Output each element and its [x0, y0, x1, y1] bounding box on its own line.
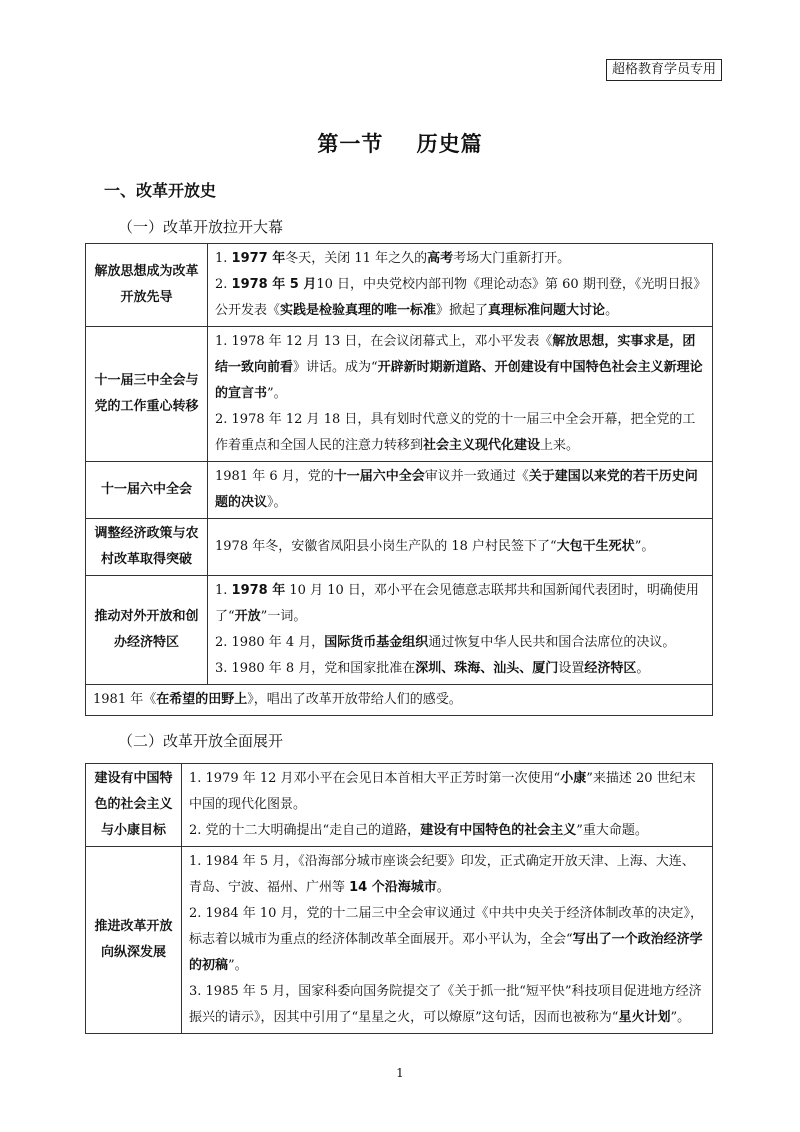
list-item: [215, 656, 705, 682]
text-run: 2.: [215, 277, 232, 292]
emphasis-text: 真理标准问题大讨论: [488, 303, 606, 318]
text-run: ”重大命题。: [576, 823, 648, 838]
list-item: [189, 979, 705, 1031]
row-content: [208, 462, 713, 519]
emphasis-text: 深圳、珠海、汕头、厦门: [415, 661, 559, 676]
list-item: [189, 849, 705, 901]
table-row: [86, 764, 713, 847]
text-run: ”。: [670, 1010, 691, 1025]
row-content: [208, 244, 713, 327]
text-run: 2. 党的十二大明确提出“走自己的道路，: [189, 823, 421, 838]
text-run: 1. 1978 年 12 月 13 日，在会议闭幕式上，邓小平发表《: [215, 334, 553, 349]
list-item: [215, 534, 705, 560]
emphasis-text: 解放思想，实事求是，团结一致向前看: [215, 334, 696, 375]
row-content: [208, 327, 713, 462]
list-item: [215, 407, 705, 459]
list-item: [215, 630, 705, 656]
emphasis-text: 1978 年 5 月: [231, 277, 317, 292]
text-run: 》讲话。成为“: [293, 360, 378, 375]
text-run: 1. 1979 年 12 月邓小平在会见日本首相大平正芳时第一次使用“: [189, 771, 561, 786]
list-item: [215, 464, 705, 516]
text-run: 。: [605, 303, 619, 318]
text-run: 设置: [558, 661, 585, 676]
list-item: [189, 766, 705, 818]
row-content: [182, 847, 713, 1034]
row-label: 调整经济政策与农村改革取得突破: [86, 519, 208, 576]
text-run: 2. 1980 年 4 月，: [215, 635, 325, 650]
emphasis-text: 高考: [427, 251, 454, 266]
emphasis-text: 星火计划: [618, 1010, 671, 1025]
footer-note: [86, 685, 713, 716]
text-run: 3. 1985 年 5 月，国家科委向国务院提交了《关于抓一批“短平快”科技项目促进地方经济振兴的请示》，因其中引用了“星星之火，可以燎原”这句话，因而也被称为“: [189, 984, 702, 1025]
table-row: [86, 462, 713, 519]
text-run: ”一词。: [260, 609, 307, 624]
emphasis-text: 社会主义现代化建设: [423, 438, 541, 453]
list-item: [189, 901, 705, 979]
text-run: 2. 1978 年 12 月 18 日，具有划时代意义的党的十一届三中全会开幕，把全党的工作着重点和全国人民的注意力转移到: [215, 412, 696, 453]
row-label: 解放思想成为改革开放先导: [86, 244, 208, 327]
text-run: 1978 年冬，安徽省凤阳县小岗生产队的 18 户村民签下了“: [215, 539, 557, 554]
text-run: 1981 年《: [93, 692, 157, 707]
text-run: 上来。: [540, 438, 580, 453]
text-run: 》。: [267, 495, 287, 510]
row-label: 十一届三中全会与党的工作重心转移: [86, 327, 208, 462]
section-heading: 一、改革开放史: [104, 181, 217, 200]
emphasis-text: 开辟新时期新道路、开创建设有中国特色社会主义新理论的宣言书: [215, 360, 703, 401]
text-run: ”。: [228, 958, 248, 973]
emphasis-text: 小康: [560, 771, 587, 786]
list-item: [215, 272, 705, 324]
row-content: [208, 576, 713, 685]
emphasis-text: 十一届六中全会: [333, 469, 425, 484]
emphasis-text: 14 个沿海城市: [349, 880, 437, 895]
emphasis-text: 写出了一个政治经济学的初稿: [189, 932, 703, 973]
list-item: [189, 818, 705, 844]
row-label: 十一届六中全会: [86, 462, 208, 519]
text-run: 冬天，关闭 11 年之久的: [285, 251, 428, 266]
row-content: [208, 519, 713, 576]
text-run: 1. 1984 年 5 月，《沿海部分城市座谈会纪要》印发，正式确定开放天津、上海、大连、青岛、宁波、福州、广州等: [189, 854, 695, 895]
text-run: 审议并一致通过《: [424, 469, 529, 484]
list-item: [215, 578, 705, 630]
page-title: 第一节 历史篇: [317, 131, 483, 156]
emphasis-text: 建设有中国特色的社会主义: [420, 823, 577, 838]
text-run: 1.: [215, 583, 232, 598]
text-run: ”。: [634, 539, 655, 554]
subsection-heading-2: （二）改革开放全面展开: [118, 732, 284, 750]
text-run: 2. 1984 年 10 月，党的十二届三中全会审议通过《中共中央关于经济体制改革的决定》，标志着以城市为重点的经济体制改革全面展开。邓小平认为，全会“: [189, 906, 704, 947]
header-tag: 超格教育学员专用: [606, 59, 722, 81]
text-run: 。: [436, 880, 450, 895]
emphasis-text: 1977 年: [231, 251, 286, 266]
table-row: [86, 519, 713, 576]
emphasis-text: 在希望的田野上: [156, 692, 248, 707]
table-row: [86, 576, 713, 685]
text-run: 》掀起了: [436, 303, 489, 318]
list-item: [215, 246, 705, 272]
emphasis-text: 1978 年: [231, 583, 286, 598]
text-run: 考场大门重新打开。: [453, 251, 571, 266]
table-row: [86, 244, 713, 327]
reform-deepen-table: [85, 763, 713, 1034]
subsection-heading-1: （一）改革开放拉开大幕: [118, 218, 284, 236]
emphasis-text: 大包干生死状: [556, 539, 635, 554]
text-run: ”。: [267, 386, 287, 401]
emphasis-text: 经济特区: [584, 661, 637, 676]
text-run: 1981 年 6 月，党的: [215, 469, 334, 484]
text-run: 通过恢复中华人民共和国合法席位的决议。: [428, 635, 676, 650]
row-content: [182, 764, 713, 847]
emphasis-text: 国际货币基金组织: [324, 635, 429, 650]
text-run: 3. 1980 年 8 月，党和国家批准在: [215, 661, 416, 676]
text-run: 》，唱出了改革开放带给人们的感受。: [247, 692, 462, 707]
text-run: ”来描述 20 世纪末中国的现代化图景。: [189, 771, 696, 812]
table-row: [86, 847, 713, 1034]
text-run: 。: [636, 661, 650, 676]
emphasis-text: 关于建国以来党的若干历史问题的决议: [215, 469, 698, 510]
row-label: 推动对外开放和创办经济特区: [86, 576, 208, 685]
table-row: [86, 327, 713, 462]
text-run: 10 月 10 日，邓小平在会见德意志联邦共和国新闻代表团时，明确使用了“: [215, 583, 699, 624]
emphasis-text: 实践是检验真理的唯一标准: [280, 303, 437, 318]
list-item: [215, 329, 705, 407]
text-run: 10 日，中央党校内部刊物《理论动态》第 60 期刊登，《光明日报》公开发表《: [215, 277, 700, 318]
emphasis-text: 开放: [234, 609, 261, 624]
page-number: 1: [396, 1066, 404, 1080]
reform-start-table: [85, 243, 713, 716]
row-label: 建设有中国特色的社会主义与小康目标: [86, 764, 182, 847]
text-run: 1.: [215, 251, 232, 266]
row-label: 推进改革开放向纵深发展: [86, 847, 182, 1034]
table-footer-row: [86, 685, 713, 716]
